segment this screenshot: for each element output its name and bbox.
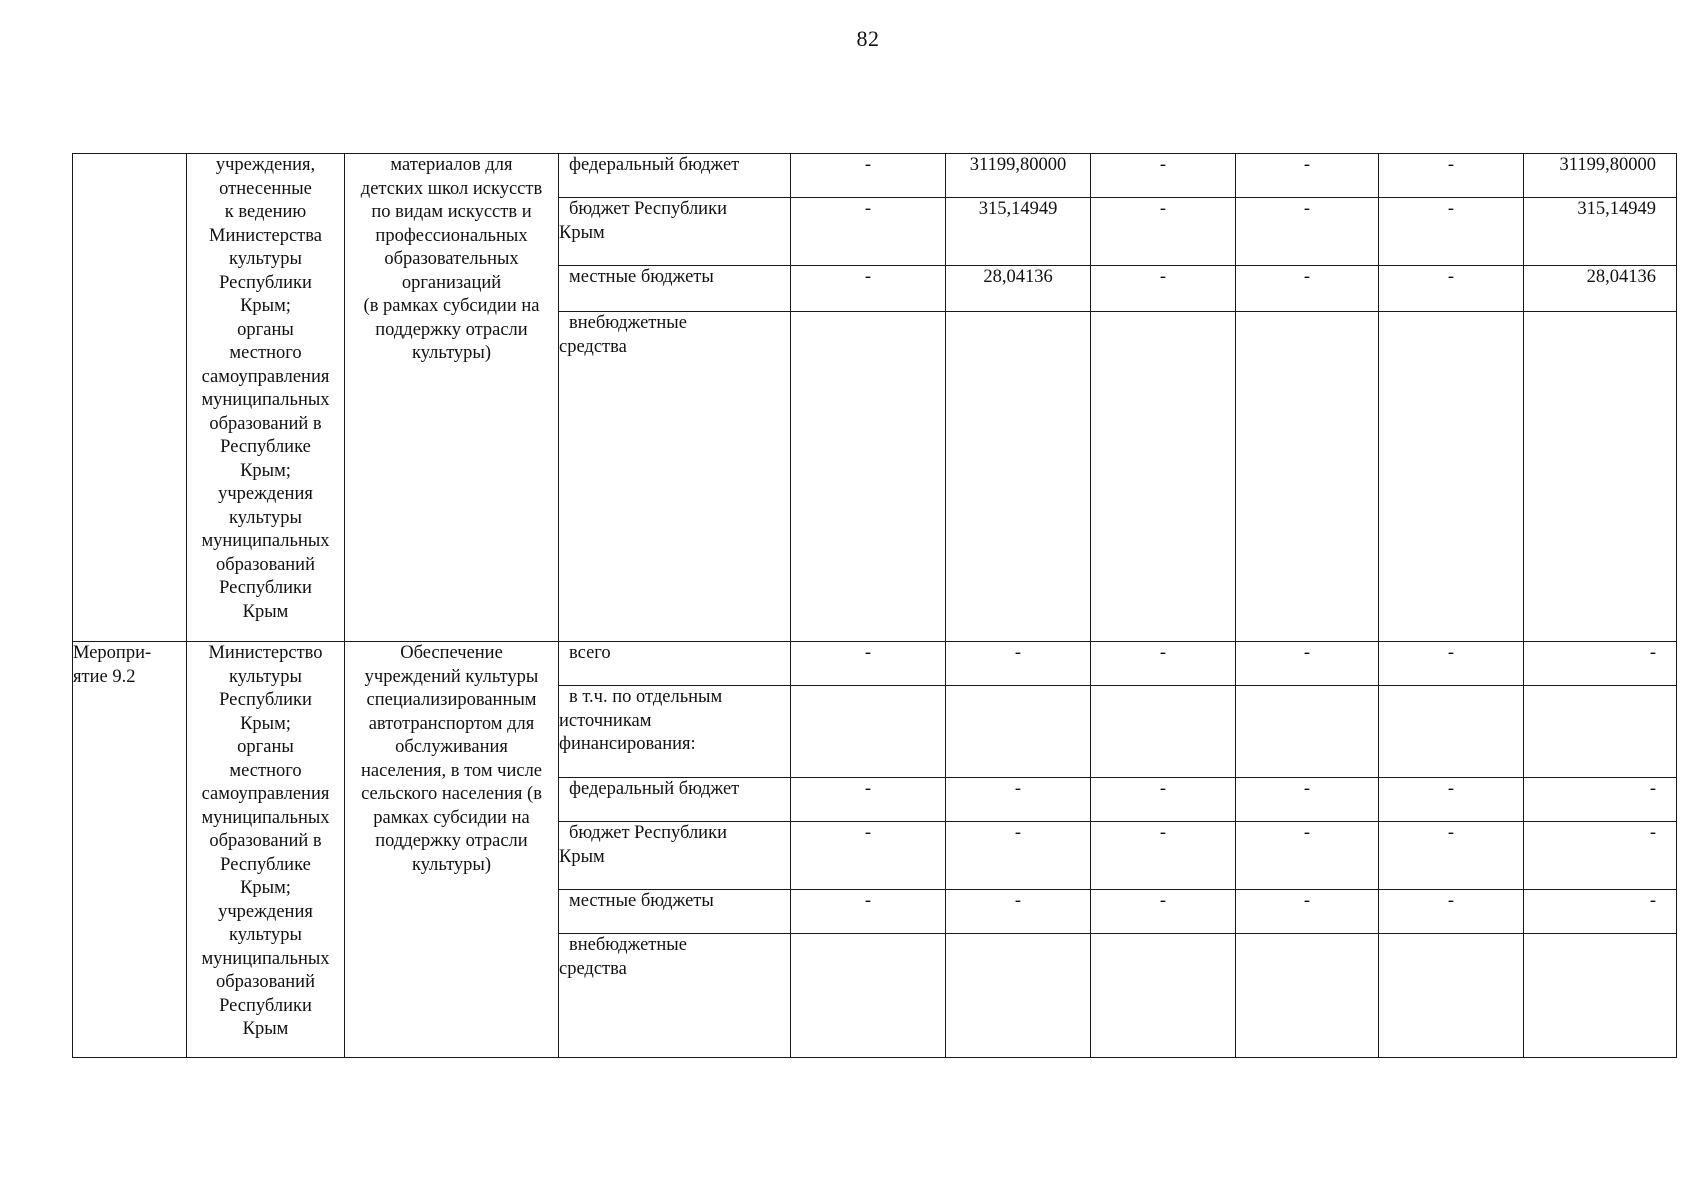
amount-cell	[1091, 686, 1236, 778]
table-row	[73, 642, 1677, 686]
amount-cell: -	[1379, 778, 1524, 822]
amount-cell: -	[1091, 266, 1236, 312]
amount-cell	[1091, 934, 1236, 1058]
amount-cell: -	[946, 642, 1091, 686]
amount-cell	[791, 686, 946, 778]
funding-source-cell: федеральный бюджет	[559, 778, 791, 822]
amount-cell: -	[1379, 198, 1524, 266]
event-cell	[73, 154, 187, 642]
amount-cell: -	[1091, 890, 1236, 934]
amount-cell: -	[1379, 822, 1524, 890]
amount-cell	[791, 312, 946, 642]
amount-cell: -	[1524, 890, 1677, 934]
amount-cell	[1236, 312, 1379, 642]
event-cell: Меропри- ятие 9.2	[73, 642, 187, 1058]
amount-cell	[1091, 312, 1236, 642]
amount-cell: 28,04136	[946, 266, 1091, 312]
amount-cell	[1524, 686, 1677, 778]
amount-cell: 31199,80000	[946, 154, 1091, 198]
amount-cell: -	[1236, 890, 1379, 934]
executors-cell: учреждения, отнесенные к ведению Министерства культуры Республики Крым; органы местного самоуправления муниципальных образований в Республике Крым; учреждения культуры муниципальных образований Республики Крым	[187, 154, 345, 642]
amount-cell: -	[1236, 822, 1379, 890]
funding-source-cell: местные бюджеты	[559, 266, 791, 312]
amount-cell: -	[1236, 266, 1379, 312]
table-body	[73, 154, 1677, 1058]
amount-cell: -	[1379, 642, 1524, 686]
amount-cell: -	[1091, 198, 1236, 266]
funding-source-cell: внебюджетные средства	[559, 312, 791, 642]
amount-cell: -	[1236, 642, 1379, 686]
amount-cell: -	[1379, 154, 1524, 198]
amount-cell: -	[1236, 198, 1379, 266]
funding-source-cell: бюджет Республики Крым	[559, 822, 791, 890]
amount-cell: -	[1379, 890, 1524, 934]
amount-cell: -	[791, 198, 946, 266]
amount-cell: -	[1524, 778, 1677, 822]
amount-cell	[1379, 934, 1524, 1058]
amount-cell: -	[1379, 266, 1524, 312]
amount-cell: -	[1236, 154, 1379, 198]
amount-cell	[1379, 312, 1524, 642]
amount-cell	[1236, 686, 1379, 778]
activity-name-cell: Обеспечение учреждений культуры специализированным автотранспортом для обслуживания населения, в том числе сельского населения (в рамках субсидии на поддержку отрасли культуры)	[345, 642, 559, 1058]
amount-cell	[1236, 934, 1379, 1058]
amount-cell: 28,04136	[1524, 266, 1677, 312]
amount-cell: -	[791, 822, 946, 890]
funding-source-cell: местные бюджеты	[559, 890, 791, 934]
amount-cell: -	[791, 266, 946, 312]
amount-cell	[946, 934, 1091, 1058]
funding-source-cell: внебюджетные средства	[559, 934, 791, 1058]
amount-cell: -	[1524, 822, 1677, 890]
amount-cell: 315,14949	[946, 198, 1091, 266]
amount-cell: 31199,80000	[1524, 154, 1677, 198]
page-number: 82	[856, 26, 880, 51]
amount-cell: -	[1091, 778, 1236, 822]
amount-cell: -	[946, 822, 1091, 890]
amount-cell	[1524, 934, 1677, 1058]
activity-name-cell: материалов для детских школ искусств по видам искусств и профессиональных образовательных организаций (в рамках субсидии на поддержку отрасли культуры)	[345, 154, 559, 642]
table-row	[73, 154, 1677, 198]
amount-cell: -	[791, 642, 946, 686]
amount-cell	[1524, 312, 1677, 642]
executors-cell: Министерство культуры Республики Крым; органы местного самоуправления муниципальных образований в Республике Крым; учреждения культуры муниципальных образований Республики Крым	[187, 642, 345, 1058]
amount-cell: -	[1091, 822, 1236, 890]
funding-source-cell: всего	[559, 642, 791, 686]
financing-table	[72, 153, 1677, 1058]
amount-cell: -	[1236, 778, 1379, 822]
amount-cell: -	[791, 778, 946, 822]
amount-cell: -	[1091, 642, 1236, 686]
funding-source-cell: в т.ч. по отдельным источникам финансирования:	[559, 686, 791, 778]
amount-cell: -	[791, 154, 946, 198]
amount-cell	[1379, 686, 1524, 778]
amount-cell	[791, 934, 946, 1058]
amount-cell	[946, 686, 1091, 778]
amount-cell: 315,14949	[1524, 198, 1677, 266]
amount-cell: -	[1524, 642, 1677, 686]
funding-source-cell: бюджет Республики Крым	[559, 198, 791, 266]
amount-cell	[946, 312, 1091, 642]
amount-cell: -	[946, 778, 1091, 822]
amount-cell: -	[1091, 154, 1236, 198]
amount-cell: -	[946, 890, 1091, 934]
funding-source-cell: федеральный бюджет	[559, 154, 791, 198]
amount-cell: -	[791, 890, 946, 934]
